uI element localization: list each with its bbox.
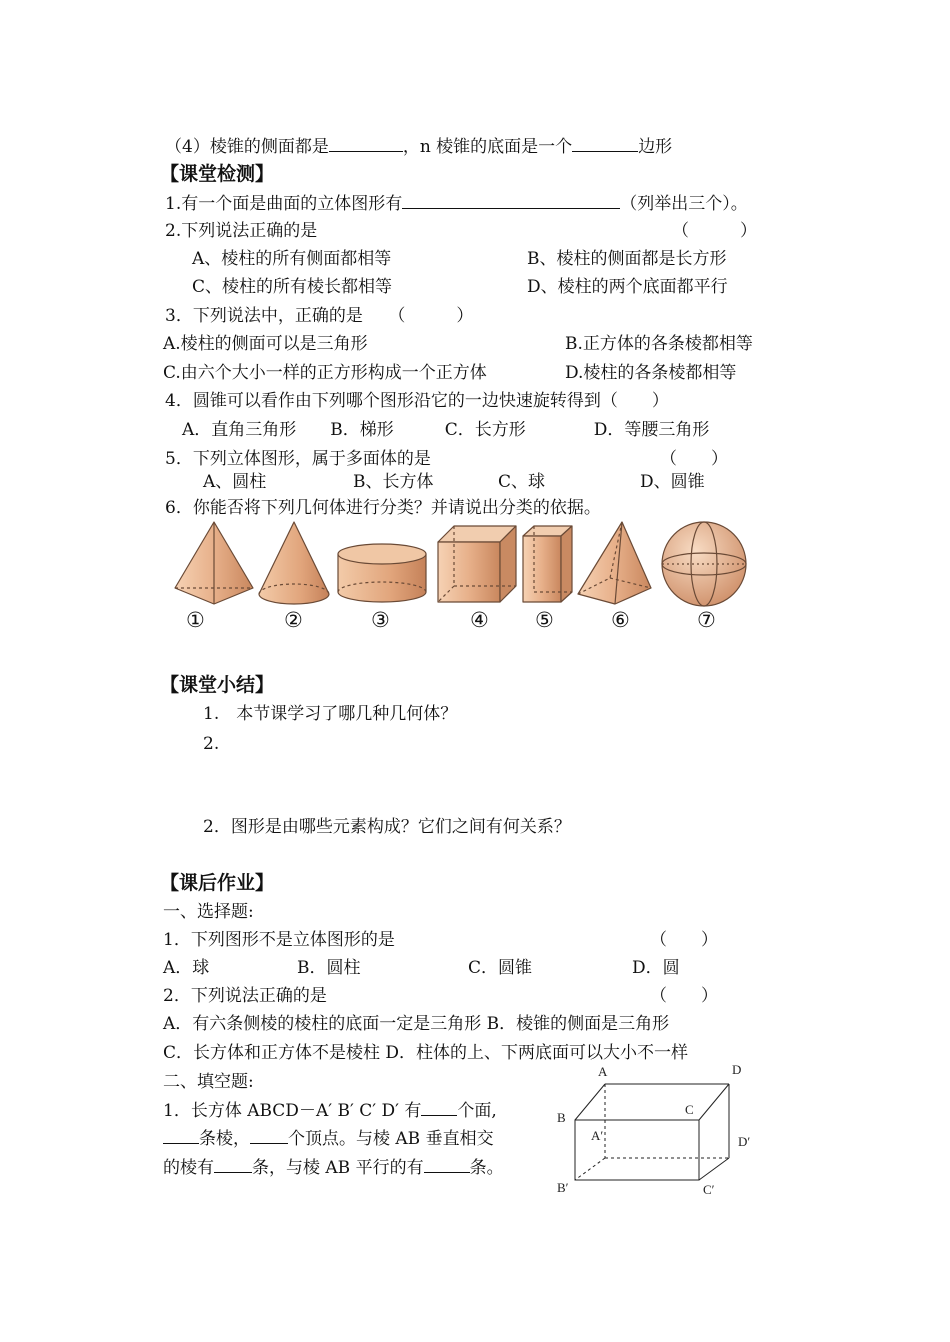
check-q5-option-b: B、长方体 — [353, 472, 434, 492]
summary-item-1: 1. 本节课学习了哪几种几何体？ — [203, 704, 458, 724]
summary-item-3: 2．图形是由哪些元素构成？它们之间有何关系？ — [203, 817, 571, 837]
square-pyramid-icon — [578, 522, 651, 604]
vertex-label-b-prime: B′ — [557, 1180, 569, 1195]
rectangular-prism-icon — [523, 526, 572, 602]
check-q3-option-c: C.由六个大小一样的正方形构成一个正方体 — [163, 363, 487, 383]
sphere-icon — [662, 522, 746, 606]
solids-figure — [0, 512, 950, 612]
blank[interactable] — [214, 1156, 252, 1173]
blank[interactable] — [402, 192, 620, 209]
homework-fill-q1-line3 — [163, 1156, 504, 1179]
homework-fill-q1-line1 — [163, 1099, 497, 1122]
fill-q1-text-b: 个面, — [457, 1101, 497, 1121]
homework-q1-option-a: A．球 — [163, 958, 210, 978]
shape-number-5: ⑤ — [535, 608, 554, 632]
vertex-label-a: A — [598, 1064, 608, 1079]
check-q6: 6．你能否将下列几何体进行分类？并请说出分类的依据。 — [165, 498, 601, 518]
check-q1-text: 1.有一个面是曲面的立体图形有 — [165, 194, 403, 214]
summary-item-2: 2. — [203, 734, 220, 754]
check-q2: 2.下列说法正确的是 — [165, 221, 318, 241]
section-title-check: 【课堂检测】 — [160, 163, 275, 185]
check-q5-paren: （ ） — [660, 449, 728, 469]
fill-q1-text-e: 的棱有 — [163, 1158, 214, 1178]
check-q3-option-b: B.正方体的各条棱都相等 — [565, 334, 753, 354]
vertex-label-b: B — [557, 1110, 566, 1125]
check-q4: 4．圆锥可以看作由下列哪个图形沿它的一边快速旋转得到（ ） — [165, 391, 669, 411]
triangular-pyramid-icon — [175, 522, 253, 604]
shape-number-1: ① — [186, 608, 205, 632]
cuboid-diagram — [545, 1062, 765, 1202]
check-q2-paren: （ ） — [672, 221, 757, 241]
blank[interactable] — [163, 1127, 199, 1144]
intro-line-q4 — [165, 135, 672, 158]
cone-icon — [259, 522, 329, 604]
fill-q1-text-c: 条棱， — [199, 1129, 250, 1149]
check-q2-option-c: C、棱柱的所有棱长都相等 — [192, 277, 393, 297]
homework-q2-options-line2: C．长方体和正方体不是棱柱 D．柱体的上、下两底面可以大小不一样 — [163, 1043, 689, 1063]
blank[interactable] — [572, 135, 638, 152]
blank[interactable] — [250, 1127, 288, 1144]
shape-number-3: ③ — [371, 608, 390, 632]
check-q1-tail: （列举出三个）。 — [620, 194, 748, 214]
homework-q2-paren: （ ） — [650, 986, 718, 1006]
fill-q1-text-a: 1．长方体 ABCD－A′ B′ C′ D′ 有 — [163, 1101, 422, 1121]
check-q2-option-d: D、棱柱的两个底面都平行 — [527, 277, 728, 297]
section-title-homework: 【课后作业】 — [160, 872, 275, 894]
vertex-label-c: C — [685, 1102, 694, 1117]
shape-number-2: ② — [284, 608, 303, 632]
vertex-label-c-prime: C′ — [703, 1182, 715, 1197]
homework-q1: 1．下列图形不是立体图形的是 — [163, 930, 395, 950]
fill-q1-text-g: 条。 — [469, 1158, 504, 1178]
q4-text-a: （4）棱锥的侧面都是 — [165, 137, 329, 157]
vertex-label-d-prime: D′ — [738, 1134, 751, 1149]
homework-q1-option-b: B．圆柱 — [297, 958, 361, 978]
check-q5-option-c: C、球 — [498, 472, 546, 492]
cube-icon — [438, 526, 516, 602]
check-q5-option-d: D、圆锥 — [640, 472, 705, 492]
check-q2-option-b: B、棱柱的侧面都是长方形 — [527, 249, 727, 269]
check-q4-options: A．直角三角形 B．梯形 C．长方形 D．等腰三角形 — [182, 420, 710, 440]
check-q1 — [165, 192, 748, 215]
q4-text-c: 边形 — [638, 137, 673, 157]
blank[interactable] — [421, 1099, 457, 1116]
homework-q1-option-c: C．圆锥 — [468, 958, 533, 978]
homework-q2: 2．下列说法正确的是 — [163, 986, 327, 1006]
check-q5: 5．下列立体图形，属于多面体的是 — [165, 449, 431, 469]
homework-q2-options-line1: A．有六条侧棱的棱柱的底面一定是三角形 B．棱锥的侧面是三角形 — [163, 1014, 670, 1034]
fill-q1-text-f: 条，与棱 AB 平行的有 — [252, 1158, 424, 1178]
vertex-label-a-prime: A′ — [591, 1128, 604, 1143]
blank[interactable] — [329, 135, 403, 152]
homework-q1-paren: （ ） — [650, 930, 718, 950]
check-q3-option-a: A.棱柱的侧面可以是三角形 — [163, 334, 368, 354]
homework-section-choice: 一、选择题: — [163, 902, 254, 922]
q4-text-b: ，n 棱锥的底面是一个 — [402, 137, 573, 157]
homework-q1-option-d: D．圆 — [632, 958, 680, 978]
check-q3: 3．下列说法中，正确的是 （ ） — [165, 306, 474, 326]
fill-q1-text-d: 个顶点。与棱 AB 垂直相交 — [288, 1129, 494, 1149]
check-q3-option-d: D.棱柱的各条棱都相等 — [565, 363, 737, 383]
homework-fill-q1-line2 — [163, 1127, 494, 1150]
check-q2-option-a: A、棱柱的所有侧面都相等 — [192, 249, 392, 269]
cylinder-icon — [338, 544, 426, 602]
shape-number-4: ④ — [470, 608, 489, 632]
homework-section-fill: 二、填空题: — [163, 1072, 254, 1092]
section-title-summary: 【课堂小结】 — [160, 674, 275, 696]
shape-number-7: ⑦ — [697, 608, 716, 632]
blank[interactable] — [424, 1156, 470, 1173]
check-q5-option-a: A、圆柱 — [203, 472, 267, 492]
vertex-label-d: D — [732, 1062, 742, 1077]
shape-number-6: ⑥ — [611, 608, 630, 632]
